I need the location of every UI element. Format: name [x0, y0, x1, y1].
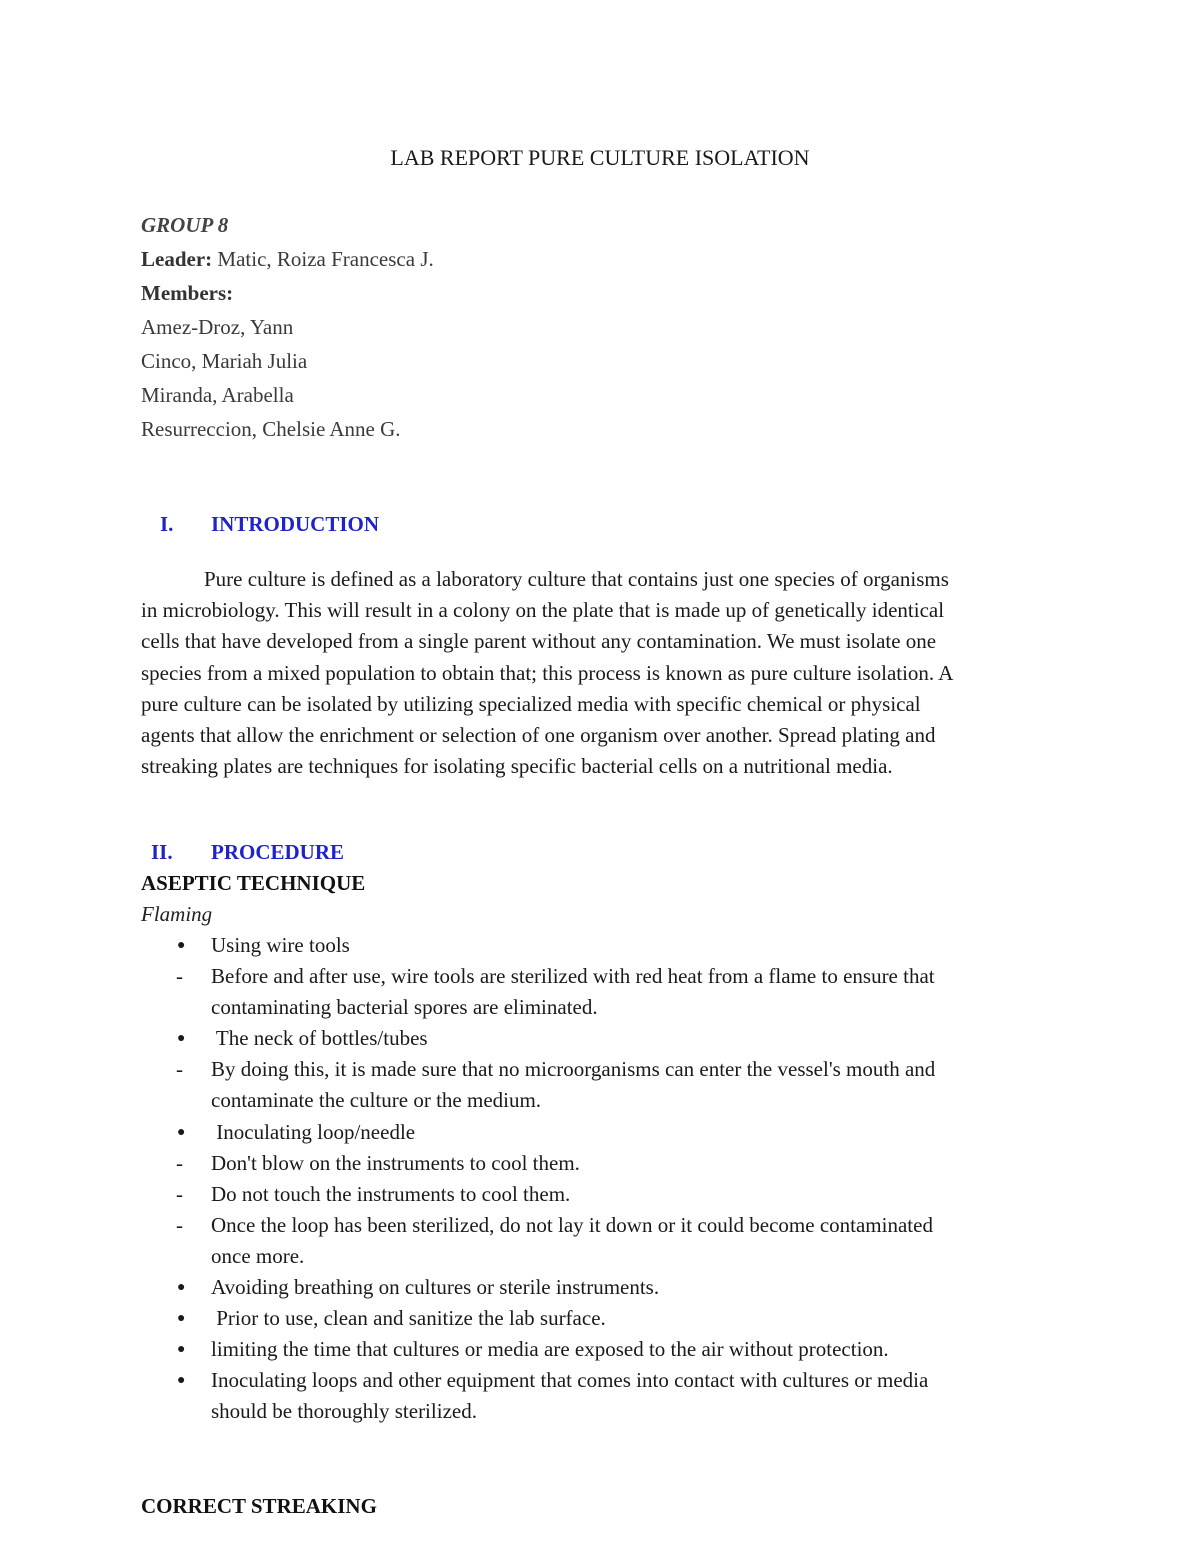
bullet-icon: ●: [177, 1280, 186, 1296]
list-item-line: once more.: [211, 1243, 305, 1268]
dash-list-item: [141, 1054, 1071, 1116]
procedure-list: [141, 930, 1071, 1428]
list-item-text: [211, 1179, 1071, 1210]
dash-icon: -: [176, 1150, 183, 1175]
list-item-text: [211, 1054, 1071, 1116]
list-item-line: The neck of bottles/tubes: [211, 1026, 428, 1051]
procedure-heading: [141, 837, 541, 867]
list-item-text: [211, 1148, 1071, 1179]
dash-icon: -: [176, 964, 183, 989]
list-item-line: Using wire tools: [211, 933, 350, 957]
list-item-line: Prior to use, clean and sanitize the lab surface.: [211, 1306, 606, 1331]
bullet-icon: ●: [177, 1031, 186, 1047]
dash-list-item: [141, 1210, 1071, 1272]
introduction-paragraph: [141, 564, 1071, 782]
dash-list-item: [141, 961, 1071, 1023]
bullet-icon: ●: [177, 1342, 186, 1358]
list-item-line: By doing this, it is made sure that no microorganisms can enter the vessel's mouth and: [211, 1057, 936, 1082]
list-item-text: [211, 1210, 1071, 1272]
list-item-line: Avoiding breathing on cultures or sterile instruments.: [211, 1275, 660, 1300]
bullet-list-item: [141, 1303, 1071, 1334]
list-item-line: should be thoroughly sterilized.: [211, 1399, 477, 1424]
list-item-line: Once the loop has been sterilized, do not lay it down or it could become contaminated: [211, 1212, 933, 1237]
leader-label: Leader:: [141, 247, 213, 271]
section-number: II.: [151, 840, 173, 864]
paragraph-line: in microbiology. This will result in a colony on the plate that is made up of genetically identical: [141, 598, 945, 623]
paragraph-line: cells that have developed from a single parent without any contamination. We must isolate one: [141, 629, 937, 654]
bullet-icon: ●: [177, 1124, 186, 1140]
bullet-icon: ●: [177, 1373, 186, 1389]
aseptic-technique-heading: ASEPTIC TECHNIQUE: [141, 871, 366, 895]
dash-list-item: [141, 1179, 1071, 1210]
group-label: GROUP 8: [141, 213, 229, 237]
list-item-text: [211, 1117, 1071, 1148]
list-item-line: contaminating bacterial spores are eliminated.: [211, 995, 598, 1020]
member-name: Miranda, Arabella: [141, 383, 294, 407]
introduction-heading: [141, 509, 541, 539]
dash-list-item: [141, 1148, 1071, 1179]
dash-icon: -: [176, 1181, 183, 1206]
list-item-line: Before and after use, wire tools are sterilized with red heat from a flame to ensure that: [211, 964, 935, 989]
section-title: INTRODUCTION: [211, 512, 380, 536]
bullet-list-item: [141, 1334, 1071, 1365]
member-name: Cinco, Mariah Julia: [141, 349, 308, 373]
list-item-text: [211, 930, 1071, 961]
list-item-line: limiting the time that cultures or media are exposed to the air without protection.: [211, 1337, 889, 1362]
paragraph-line: streaking plates are techniques for isolating specific bacterial cells on a nutritional media.: [141, 754, 893, 779]
list-item-text: [211, 1303, 1071, 1334]
section-title: PROCEDURE: [211, 840, 345, 864]
bullet-list-item: [141, 1272, 1071, 1303]
bullet-icon: ●: [177, 1311, 186, 1327]
list-item-line: Do not touch the instruments to cool them.: [211, 1181, 571, 1206]
section-number: I.: [160, 512, 174, 536]
paragraph-line: species from a mixed population to obtain that; this process is known as pure culture isolation. A: [141, 660, 954, 685]
bullet-icon: ●: [177, 938, 186, 953]
list-item-text: [211, 1334, 1071, 1365]
document-title: LAB REPORT PURE CULTURE ISOLATION: [390, 145, 810, 170]
member-name: Resurreccion, Chelsie Anne G.: [141, 417, 401, 441]
list-item-line: Don't blow on the instruments to cool them.: [211, 1150, 580, 1175]
flaming-heading: Flaming: [141, 902, 213, 926]
paragraph-line: Pure culture is defined as a laboratory culture that contains just one species of organisms: [141, 567, 949, 591]
leader-line: [141, 244, 434, 274]
paragraph-line: pure culture can be isolated by utilizing specialized media with specific chemical or physical: [141, 691, 921, 716]
list-item-text: [211, 1023, 1071, 1054]
members-label: Members:: [141, 281, 234, 305]
list-item-line: contaminate the culture or the medium.: [211, 1088, 542, 1113]
bullet-list-item: [141, 1117, 1071, 1148]
bullet-list-item: [141, 1365, 1071, 1427]
bullet-list-item: [141, 1023, 1071, 1054]
correct-streaking-heading: CORRECT STREAKING: [141, 1494, 377, 1518]
list-item-text: [211, 1365, 1071, 1427]
list-item-line: Inoculating loops and other equipment that comes into contact with cultures or media: [211, 1368, 929, 1393]
list-item-text: [211, 961, 1071, 1023]
dash-icon: -: [176, 1212, 183, 1237]
list-item-line: Inoculating loop/needle: [211, 1119, 416, 1144]
bullet-list-item: [141, 930, 1071, 961]
member-name: Amez-Droz, Yann: [141, 315, 294, 339]
list-item-text: [211, 1272, 1071, 1303]
paragraph-line: agents that allow the enrichment or selection of one organism over another. Spread plating and: [141, 723, 936, 748]
dash-icon: -: [176, 1057, 183, 1082]
leader-name: Matic, Roiza Francesca J.: [212, 247, 434, 271]
